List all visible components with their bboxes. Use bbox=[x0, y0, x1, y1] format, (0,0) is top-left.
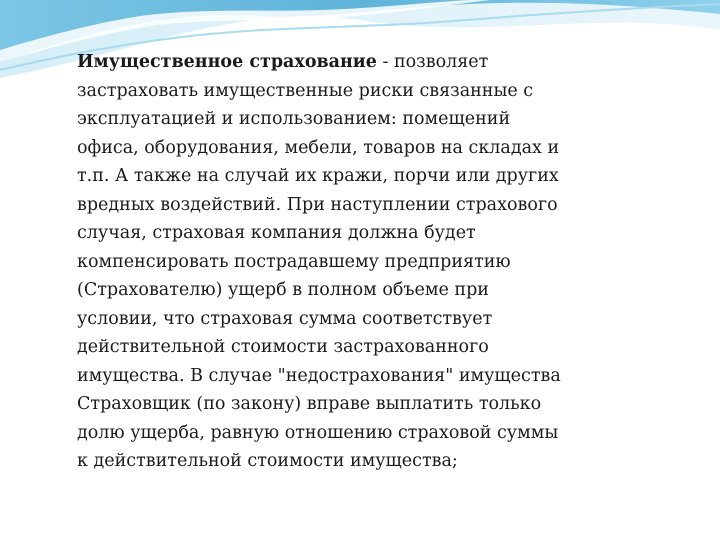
text-line-4: офиса, оборудования, мебели, товаров на складах и bbox=[77, 137, 560, 158]
text-line-2: застраховать имущественные риски связанные с bbox=[77, 80, 534, 101]
text-line-10: условии, что страховая сумма соответствует bbox=[77, 308, 493, 329]
text-line-11: действительной стоимости застрахованного bbox=[77, 337, 489, 357]
text-line-13: Страховщик (по закону) вправе выплатить только bbox=[77, 394, 542, 414]
term-separator: - bbox=[376, 52, 394, 72]
text-line-12: имущества. В случае "недострахования" имущества bbox=[77, 365, 561, 386]
text-line-3: эксплуатацией и использованием: помещений bbox=[77, 109, 511, 129]
term-bold: Имущественное страхование bbox=[77, 52, 377, 72]
body-text bbox=[77, 48, 687, 476]
text-line-8: компенсировать пострадавшему предприятию bbox=[77, 251, 511, 272]
text-line-9: (Страхователю) ущерб в полном объеме при bbox=[77, 280, 489, 300]
text-line-14: долю ущерба, равную отношению страховой суммы bbox=[77, 422, 559, 443]
text-line-15: к действительной стоимости имущества; bbox=[77, 451, 458, 471]
text-line-6: вредных воздействий. При наступлении страхового bbox=[77, 194, 558, 215]
text-line-7: случая, страховая компания должна будет bbox=[77, 223, 476, 243]
text-line-5: т.п. А также на случай их кражи, порчи или других bbox=[77, 166, 559, 186]
text-line-1: позволяет bbox=[393, 52, 489, 72]
